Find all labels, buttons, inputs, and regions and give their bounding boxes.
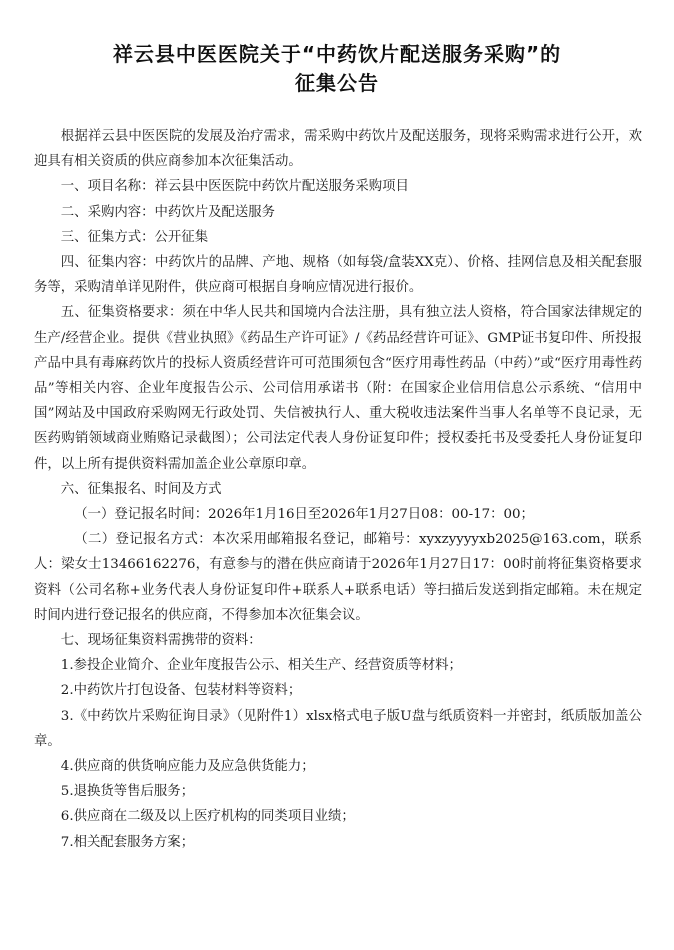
material-item: 3.《中药饮片采购征询目录》（见附件1）xlsx格式电子版U盘与纸质资料一并密封，纸质版加盖公章。: [34, 708, 642, 749]
registration-time: （一）登记报名时间：2026年1月16日至2026年1月27日08：00-17：00；: [74, 507, 534, 523]
registration-method: （二）登记报名方式：本次采用邮箱报名登记，邮箱号：xyxzyyyyxb2025@163.com，联系人：梁女士13466162276，有意参与的潜在供应商请于2026年1月27日17：00时前将征集资格要求资料（公司名称+业务代表人身份证复印件+联系人+联系电话）等扫描后发送到指定邮箱。未在规定时间内进行登记报名的供应商，不得参加本次征集会议。: [34, 532, 642, 623]
material-item: 6.供应商在二级及以上医疗机构的同类项目业绩；: [60, 809, 355, 825]
material-item: 4.供应商的供货响应能力及应急供货能力；: [60, 759, 315, 775]
material-item: 1.参投企业简介、企业年度报告公示、相关生产、经营资质等材料；: [60, 658, 462, 674]
intro-paragraph: 根据祥云县中医医院的发展及治疗需求，需采购中药饮片及配送服务，现将采购需求进行公开，欢迎具有相关资质的供应商参加本次征集活动。: [34, 129, 642, 170]
material-item: 7.相关配套服务方案；: [60, 834, 195, 850]
material-item: 5.退换货等售后服务；: [60, 784, 195, 800]
section-project-name: 一、项目名称：祥云县中医医院中药饮片配送服务采购项目: [60, 179, 409, 195]
document-body: [34, 124, 642, 855]
material-item: 2.中药饮片打包设备、包装材料等资料；: [60, 683, 302, 699]
section-procurement-content: 二、采购内容：中药饮片及配送服务: [60, 204, 276, 220]
section-required-materials-heading: 七、现场征集资料需携带的资料：: [60, 633, 262, 649]
section-qualification-requirements: 五、征集资格要求：须在中华人民共和国境内合法注册，具有独立法人资格，符合国家法律规定的生产/经营企业。提供《营业执照》《药品生产许可证》/《药品经营许可证》、GMP证书复印件、所投报产品中具有毒麻药饮片的投标人资质经营许可可范围须包含“医疗用毒性药品（中药）”或“医疗用毒性药品”等相关内容、企业年度报告公示、公司信用承诺书（附：在国家企业信用信息公示系统、“信用中国”网站及中国政府采购网无行政处罚、失信被执行人、重大税收违法案件当事人名单等不良记录，无医药购销领域商业贿赂记录截图）；公司法定代表人身份证复印件；授权委托书及受委托人身份证复印件，以上所有提供资料需加盖企业公章原印章。: [34, 305, 642, 472]
document-title-line-1: 祥云县中医医院关于“中药饮片配送服务采购”的: [112, 42, 562, 66]
section-collection-method: 三、征集方式：公开征集: [60, 229, 209, 245]
section-registration-heading: 六、征集报名、时间及方式: [60, 481, 222, 497]
document-title-line-2: 征集公告: [295, 71, 379, 95]
section-collection-content: 四、征集内容：中药饮片的品牌、产地、规格（如每袋/盒装XX克）、价格、挂网信息及相关配套服务等，采购清单详见附件，供应商可根据自身响应情况进行报价。: [34, 255, 642, 296]
